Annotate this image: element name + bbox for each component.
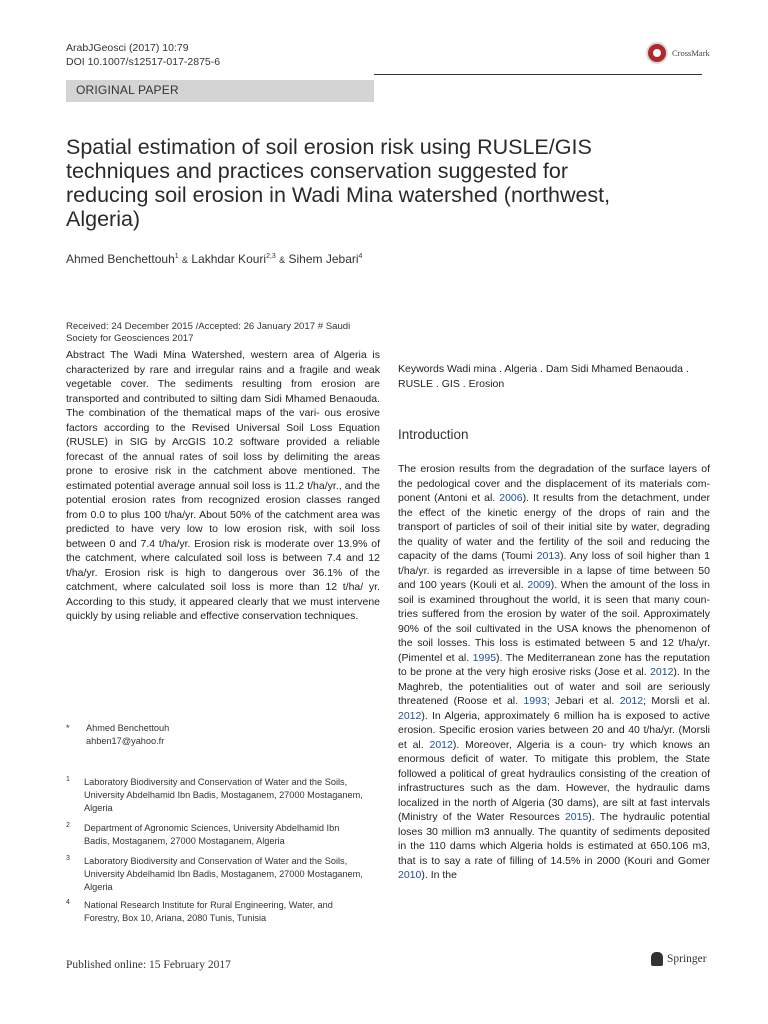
affiliation-text: National Research Institute for Rural Engineering, Water, and Forestry, Box 10, Ariana, 2080 Tunis, Tunisia [84,900,333,923]
text-run: ; Morsli et al. [643,695,710,707]
text-run: ). In the [421,869,457,881]
abstract: Abstract The Wadi Mina Watershed, western area of Algeria is characterized by rare and irregular rains and a fragile and weak vegetable cover. The sediments resulting from erosion are transported and contributed to silting dam Sidi Mhamed Benaouda. The combination of the thematical maps of the vari- ous erosive factors according to the Revised Universal Soil Loss Equation (RUSLE) in SIG by ArcGIS 10.2 software provided a reliable forecast of the annual rates of soil loss by delimiting the areas prone to erosive risk in the catchment above mentioned. The estimated potential average annual soil loss is 11.2 t/ha/yr., and the potential erosion rates from recognized erosion classes ranged from 0.0 to plus 100 t/ha/yr. About 50% of the catchment area was predicted to have very low to low erosion risk, with soil loss between 0 and 7.4 t/ha/yr. Erosion risk is moderate over 13.9% of the catchment, where calculated soil loss is between 7.4 and 12 t/ha/yr. Erosion risk is high to dangerous over 36.1% of the catchment, where calculated soil loss is more than 12 t/ha/ yr. According to this study, it appeared clearly that we must intervene quickly by using reliable and effective conservation techniques. [66,349,380,622]
affiliation-number: 4 [66,899,70,906]
author-affiliation-ref: 1 [174,253,179,260]
author-list [66,252,362,266]
author-separator: & [182,255,189,265]
publisher-name: Springer [667,953,707,965]
affiliation-number: 3 [66,855,70,862]
corresponding-mark: * [66,723,70,733]
springer-horse-icon [651,952,663,966]
section-badge-label: ORIGINAL PAPER [76,83,179,97]
citation-link[interactable]: 2010 [398,869,422,881]
received-dates: Received: 24 December 2015 /Accepted: 26 January 2017 # Saudi Society for Geosciences 2017 [66,321,351,344]
author-affiliation-ref: 4 [358,253,363,260]
header-rule [374,74,702,75]
affiliation-text: Laboratory Biodiversity and Conservation of Water and the Soils, University Abdelhamid Ibn Badis, Mostaganem, 27000 Mostaganem, Algeria [84,856,363,892]
affiliation-number: 1 [66,776,70,783]
corresponding-name: Ahmed Benchettouh [86,723,170,733]
affiliation-text: Department of Agronomic Sciences, University Abdelhamid Ibn Badis, Mostaganem, 27000 Mostaganem, Algeria [84,823,340,846]
journal-citation [66,41,220,69]
crossmark-icon [646,42,668,64]
author-name[interactable]: Ahmed Benchettouh [66,252,175,266]
citation-link[interactable]: 2015 [564,811,589,823]
author-affiliation-ref: 2,3 [266,253,276,260]
text-run: ). When the amount of the loss in soil is examined throughout the world, it is seen that many coun- tries suffered from the erosion by water of the soil. Approximately 90% of the soil cultivated in the USA knows the phenomenon of the soil losses. This loss is estimated between 5 and 12 t/ha/yr. (Pimentel et al. [398,579,710,664]
published-date: Published online: 15 February 2017 [66,959,231,971]
citation-link[interactable]: 2012 [398,709,422,722]
author-separator: & [279,255,286,265]
text-run: ). The hydraulic potential loses 30 million m3 annually. The quantity of sediments deposited in the 110 dams which Algeria holds is estimated at 650.106 m3, that is to say a rate of filling of 14.5% in 2000 (Kouri and Gomer [398,811,710,867]
journal-volume: ArabJGeosci (2017) 10:79 [66,42,189,54]
affiliation-number: 2 [66,822,70,829]
text-run: ). It results from the detachment, under the effect of the kinetic energy of the drops of rain and the transport of particles of soil of their initial site by water, degrading the quality of water and the fertility of the soil and reducing the capacity of the dams (Toumi [398,492,710,562]
text-run: ; Jebari et al. [546,695,620,707]
citation-link[interactable]: 2012 [650,666,674,678]
citation-link[interactable]: 2006 [499,492,523,504]
citation-link[interactable]: 1995 [472,651,497,664]
text-run: ). Moreover, Algeria is a coun- try which knows an enormous deficit of water. To mitigate this problem, the State followed a political of great hydraulics consisting of the creation of infrastructures such as the dam. However, the hydraulic dams localized in the north of Algeria (30 dams), are silt at fast intervals (Ministry of the Water Resources [398,738,710,823]
citation-link[interactable]: 2013 [536,550,560,562]
section-badge [66,80,374,102]
text-run: ). The Mediterranean zone has the reputation to be prone at the very high erosive risks (Jose et al. [398,651,710,678]
crossmark-label: CrossMark [672,48,710,58]
text-run: ). In Algeria, approximately 6 million ha is exposed to active erosion. Specific erosion varies between 20 and 40 t/ha/yr. (Morsli et al. [398,709,710,751]
crossmark-badge[interactable] [646,42,710,64]
affiliation-text: Laboratory Biodiversity and Conservation of Water and the Soils, University Abdelhamid Ibn Badis, Mostaganem, 27000 Mostaganem, Algeria [84,777,363,813]
text-run: The erosion results from the degradation of the surface layers of the pedological cover and the displacement of its materials com- ponent (Antoni et al. [398,463,710,504]
text-run: ). In the Maghreb, the potentialities out of water and soil are seriously threatened (Roose et al. [398,666,710,707]
paper-title: Spatial estimation of soil erosion risk using RUSLE/GIS techniques and practices conservation suggested for reducing soil erosion in Wadi Mina watershed (northwest, Algeria) [66,135,611,231]
citation-link[interactable]: 2009 [527,579,551,591]
journal-doi[interactable]: DOI 10.1007/s12517-017-2875-6 [66,56,221,68]
text-run: ). Any loss of soil higher than 1 t/ha/yr. is regarded as irreversible in a lapse of time between 50 and 100 years (Kouli et al. [398,550,710,591]
publisher-logo [651,952,707,966]
section-heading-introduction: Introduction [398,427,469,442]
citation-link[interactable]: 1993 [523,695,547,707]
citation-link[interactable]: 2012 [619,695,644,707]
author-name[interactable]: Lakhdar Kouri [191,252,267,266]
corresponding-email[interactable]: ahben17@yahoo.fr [86,736,165,746]
citation-link[interactable]: 2012 [429,738,453,751]
introduction-text [398,462,710,883]
author-name[interactable]: Sihem Jebari [288,252,359,266]
keywords: Keywords Wadi mina . Algeria . Dam Sidi Mhamed Benaouda . RUSLE . GIS . Erosion [398,363,689,390]
